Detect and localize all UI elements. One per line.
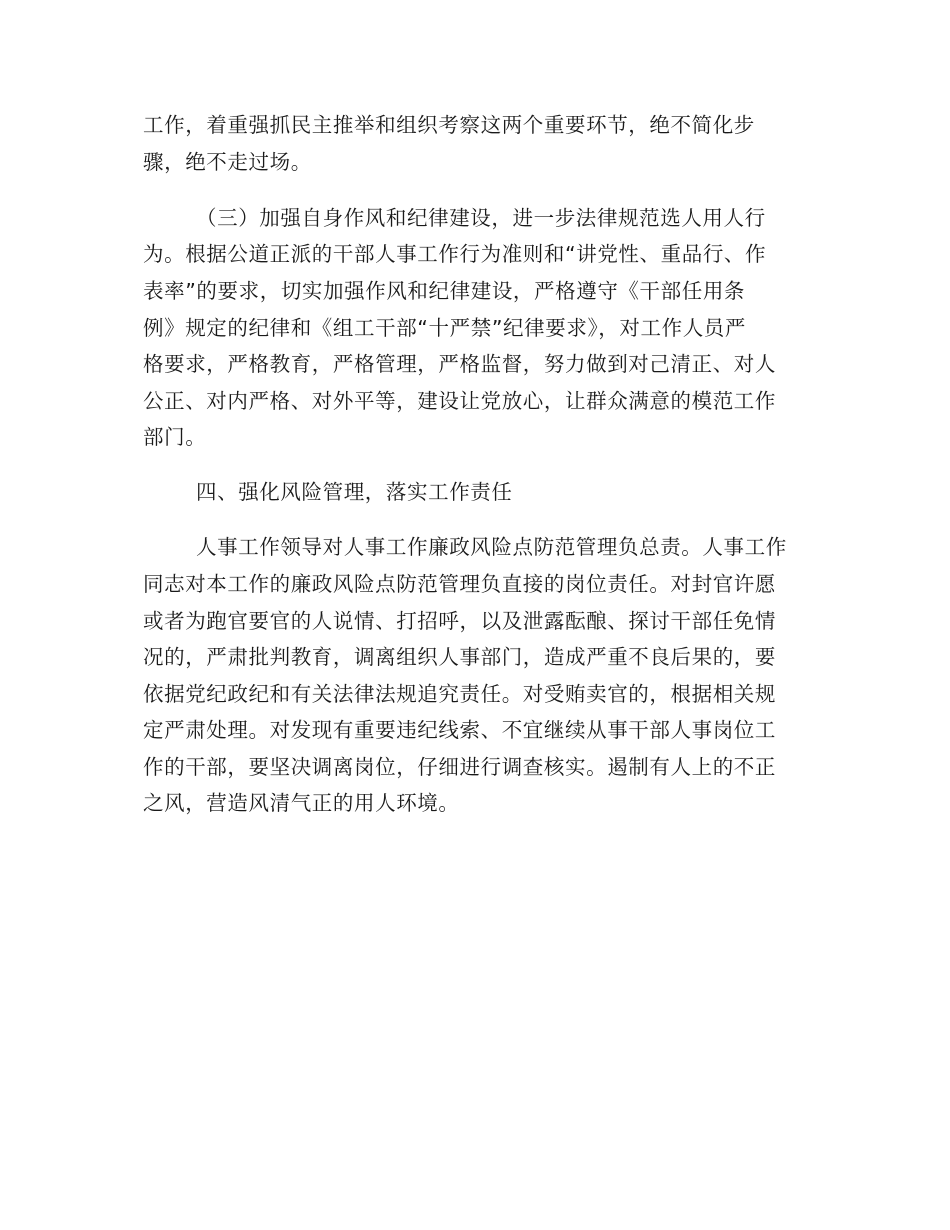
- paragraph-line: 表率”的要求，切实加强作风和纪律建设，严格遵守《干部任用条: [143, 279, 746, 303]
- paragraph-line: 部门。: [143, 425, 207, 449]
- paragraph-line: 作的干部，要坚决调离岗位，仔细进行调查核实。遏制有人上的不正: [143, 755, 776, 779]
- paragraph-line: 骤，绝不走过场。: [143, 150, 312, 174]
- paragraph-line: 同志对本工作的廉政风险点防范管理负直接的岗位责任。对封官许愿: [143, 572, 776, 596]
- paragraph-line: 依据党纪政纪和有关法律法规追究责任。对受贿卖官的，根据相关规: [143, 682, 776, 706]
- paragraph-line: 之风，营造风清气正的用人环境。: [143, 791, 460, 815]
- paragraph-line: 工作，着重强抓民主推举和组织考察这两个重要环节，绝不简化步: [143, 113, 755, 137]
- paragraph-line: 人事工作领导对人事工作廉政风险点防范管理负总责。人事工作: [196, 535, 787, 559]
- paragraph-line: 公正、对内严格、对外平等，建设让党放心，让群众满意的模范工作: [143, 389, 776, 413]
- paragraph-line: 格要求，严格教育，严格管理，严格监督，努力做到对己清正、对人: [143, 352, 776, 376]
- paragraph-line: 定严肃处理。对发现有重要违纪线索、不宜继续从事干部人事岗位工: [143, 718, 776, 742]
- paragraph-line: 况的，严肃批判教育，调离组织人事部门，造成严重不良后果的，要: [143, 645, 776, 669]
- paragraph-line: 例》规定的纪律和《组工干部“十严禁”纪律要求》，对工作人员严: [143, 316, 746, 340]
- section-heading-line: （三）加强自身作风和纪律建设，进一步法律规范选人用人行: [196, 206, 766, 230]
- section-heading: 四、强化风险管理，落实工作责任: [196, 480, 513, 504]
- paragraph-line: 或者为跑官要官的人说情、打招呼，以及泄露酝酿、探讨干部任免情: [143, 609, 776, 633]
- paragraph-line: 为。根据公道正派的干部人事工作行为准则和“讲党性、重品行、作: [143, 242, 767, 266]
